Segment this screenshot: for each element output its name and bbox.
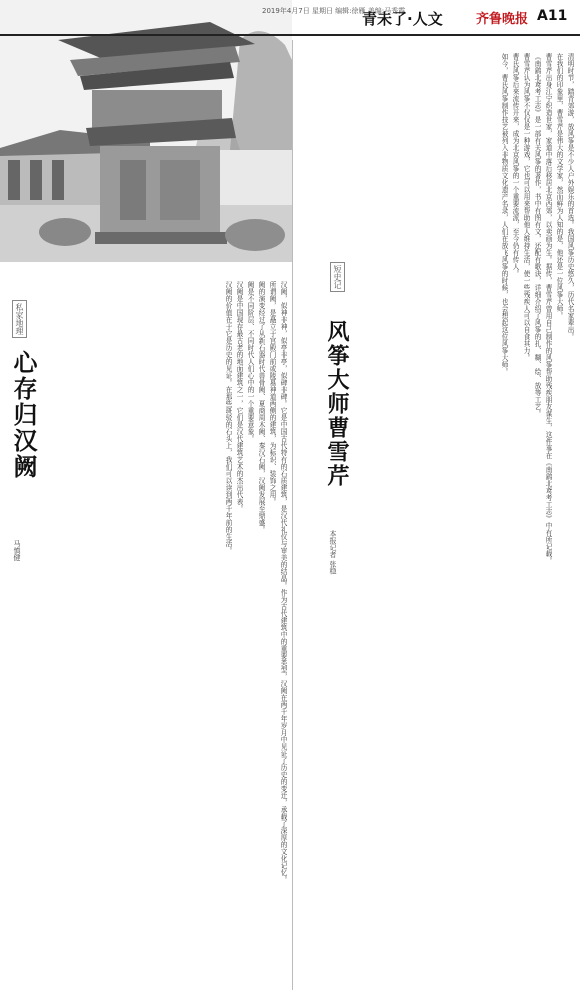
page-number: A11	[537, 8, 568, 24]
issue-meta: 2019年4月7日 星期日 编辑:徐雁 美编:马秀霞	[262, 7, 406, 15]
left-paragraph: 阙是不同阶层、不同时代人们心中的一个重要意象。	[246, 281, 254, 443]
han-que-illustration	[0, 0, 292, 262]
right-paragraph: 曹氏风筝后来流传开来，成为北京风筝的一个重要流派，至今仍有传人。	[511, 53, 519, 278]
right-paragraph: 如今，曹氏风筝制作技艺被列入非物质文化遗产名录，人们在放飞风筝的时候，也会想起这位风筝大师。	[500, 53, 508, 376]
column-divider	[292, 40, 293, 990]
right-story-kicker: 短史记	[330, 262, 345, 292]
right-story-headline: 风筝大师曹雪芹	[324, 320, 350, 488]
left-paragraph: 阙的演变经过了从新石器时代兽骨阙、夏商周木阙、秦汉石阙，汉阙发展至鼎盛。	[257, 281, 265, 534]
left-paragraph: 汉阙，似神非神，似亭非亭，似碑非碑。它是中国古代特有的石质建筑，是汉代礼仪与审美的结晶。作为古代建筑中的重要类型，汉阙在两千年岁月中见证了历史的变迁，承载了深厚的文化记忆。	[279, 281, 287, 884]
section-title: 青未了·人文	[362, 10, 443, 28]
right-paragraph: 曹雪芹认为风筝不仅仅是一种游戏，它也可以用来帮助他人维持生活，使一些残疾人可以自食其力。	[522, 53, 530, 362]
right-paragraph: 曹雪芹出身江宁织造世家，家道中落后移居北京西郊，以卖画为生。据传，曹雪芹曾用自己制作的风筝帮助残疾朋友谋生，这件事在《南鹞北鸢考工志》中有所记载。	[544, 53, 552, 565]
left-paragraph: 汉阙的价值在于它是历史的见证。在那些斑驳的石头上，我们可以读到两千年前的生活。	[224, 281, 232, 555]
right-paragraph: 在我们的印象里，曹雪芹是伟大的文学家，然而鲜为人知的是，他还是一位风筝大师。	[555, 53, 563, 320]
left-story-byline: 马慎健	[13, 540, 21, 561]
han-que-photo	[0, 0, 292, 262]
brand-logo: 齐鲁晚报	[476, 12, 529, 27]
left-story-headline: 心存归汉阙	[9, 350, 38, 480]
header-rule	[0, 34, 580, 36]
right-paragraph: 《南鹞北鸢考工志》是一部有关风筝的著作，书中有图有文，还配有歌诀，详细介绍了风筝的扎、糊、绘、放等工艺。	[533, 53, 541, 418]
left-story-kicker: 私家地理	[12, 300, 27, 338]
left-paragraph: 所谓阙，是矗立于宫殿门前或陵墓神道两侧的建筑，为标识、装饰之用。	[268, 281, 276, 506]
right-story-body	[360, 40, 575, 990]
page-header	[0, 0, 580, 38]
right-story-byline: 本报记者 张稳	[329, 530, 337, 575]
left-story-body	[46, 268, 288, 990]
right-paragraph: 清明时节，踏青郊游，放风筝是不少人户外娱乐的首选。我国风筝历史悠久，历代名家辈出。	[566, 53, 574, 341]
left-paragraph: 汉阙是中国现存最古老的地面建筑之一，它们是汉代建筑艺术的杰出代表。	[235, 281, 243, 513]
